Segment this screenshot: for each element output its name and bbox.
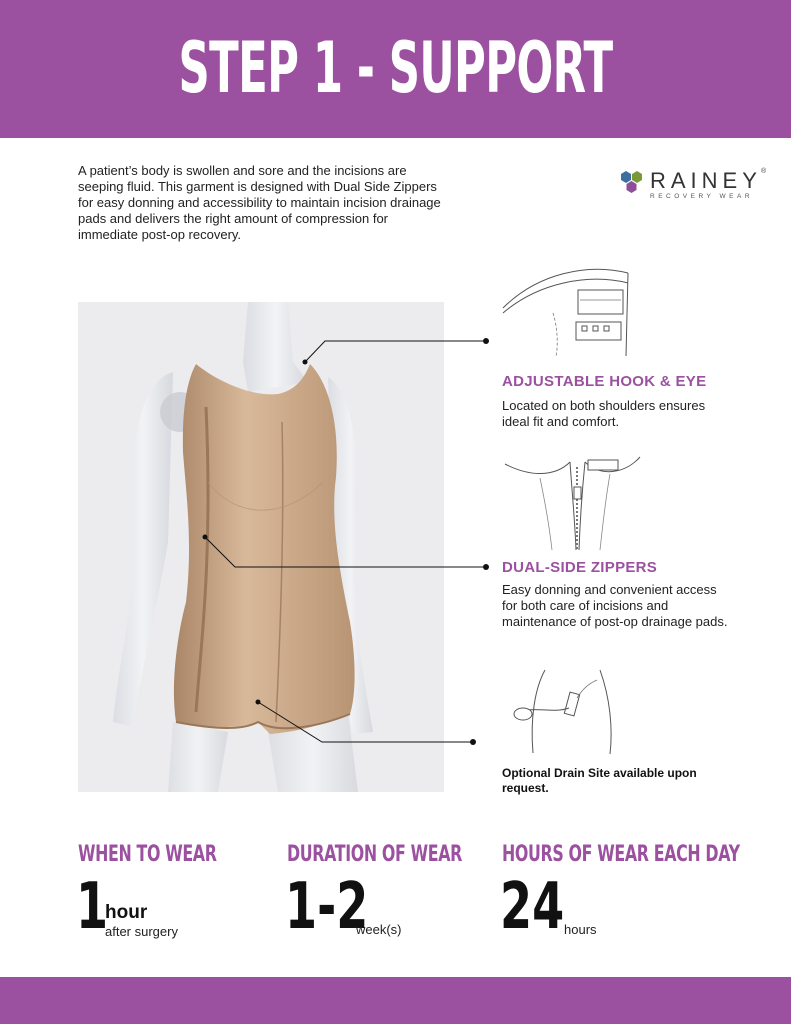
logo-registered-mark: ® bbox=[761, 168, 767, 175]
hexagon-logo-icon bbox=[618, 168, 648, 198]
drain-site-note: Optional Drain Site available upon request. bbox=[502, 766, 697, 795]
page-title: STEP 1 - SUPPORT bbox=[178, 27, 613, 109]
hook-and-eye-icon bbox=[498, 258, 658, 358]
drain-site-icon bbox=[505, 668, 625, 756]
rainey-logo bbox=[618, 168, 768, 204]
zipper-icon bbox=[500, 452, 645, 552]
logo-brand-name: RAINEY bbox=[650, 168, 762, 193]
feature-title-hook-eye: ADJUSTABLE HOOK & EYE bbox=[502, 373, 707, 390]
feature-desc-zippers: Easy donning and convenient access for both care of incisions and maintenance of post-op drainage pads. bbox=[502, 582, 728, 629]
feature-desc-hook-eye: Located on both shoulders ensures ideal fit and comfort. bbox=[502, 398, 706, 429]
stat-unit-when: hour bbox=[105, 902, 148, 923]
mannequin-garment-illustration bbox=[78, 302, 444, 792]
stat-sub-when: after surgery bbox=[105, 924, 178, 939]
stat-value-hours: 24 bbox=[500, 870, 565, 944]
header-banner bbox=[0, 0, 791, 138]
stat-label-hours: HOURS OF WEAR EACH DAY bbox=[502, 842, 740, 867]
intro-paragraph: A patient’s body is swollen and sore and the incisions are seeping fluid. This garment is designed with Dual Side Zippers for easy donning and accessibility to maintain incision drainage pads and delivers the right amount of compression for immediate post-op recovery. bbox=[78, 163, 441, 242]
footer-banner bbox=[0, 977, 791, 1024]
stat-unit-duration: week(s) bbox=[356, 922, 402, 937]
feature-title-zippers: DUAL-SIDE ZIPPERS bbox=[502, 559, 658, 576]
product-photo bbox=[78, 302, 444, 792]
stat-unit-hours: hours bbox=[564, 922, 597, 937]
stat-label-duration: DURATION OF WEAR bbox=[287, 842, 462, 867]
stat-label-when: WHEN TO WEAR bbox=[78, 842, 217, 867]
logo-subtitle: RECOVERY WEAR bbox=[650, 193, 754, 200]
stat-value-duration: 1-2 bbox=[285, 870, 369, 944]
stat-value-when: 1 bbox=[76, 870, 109, 944]
